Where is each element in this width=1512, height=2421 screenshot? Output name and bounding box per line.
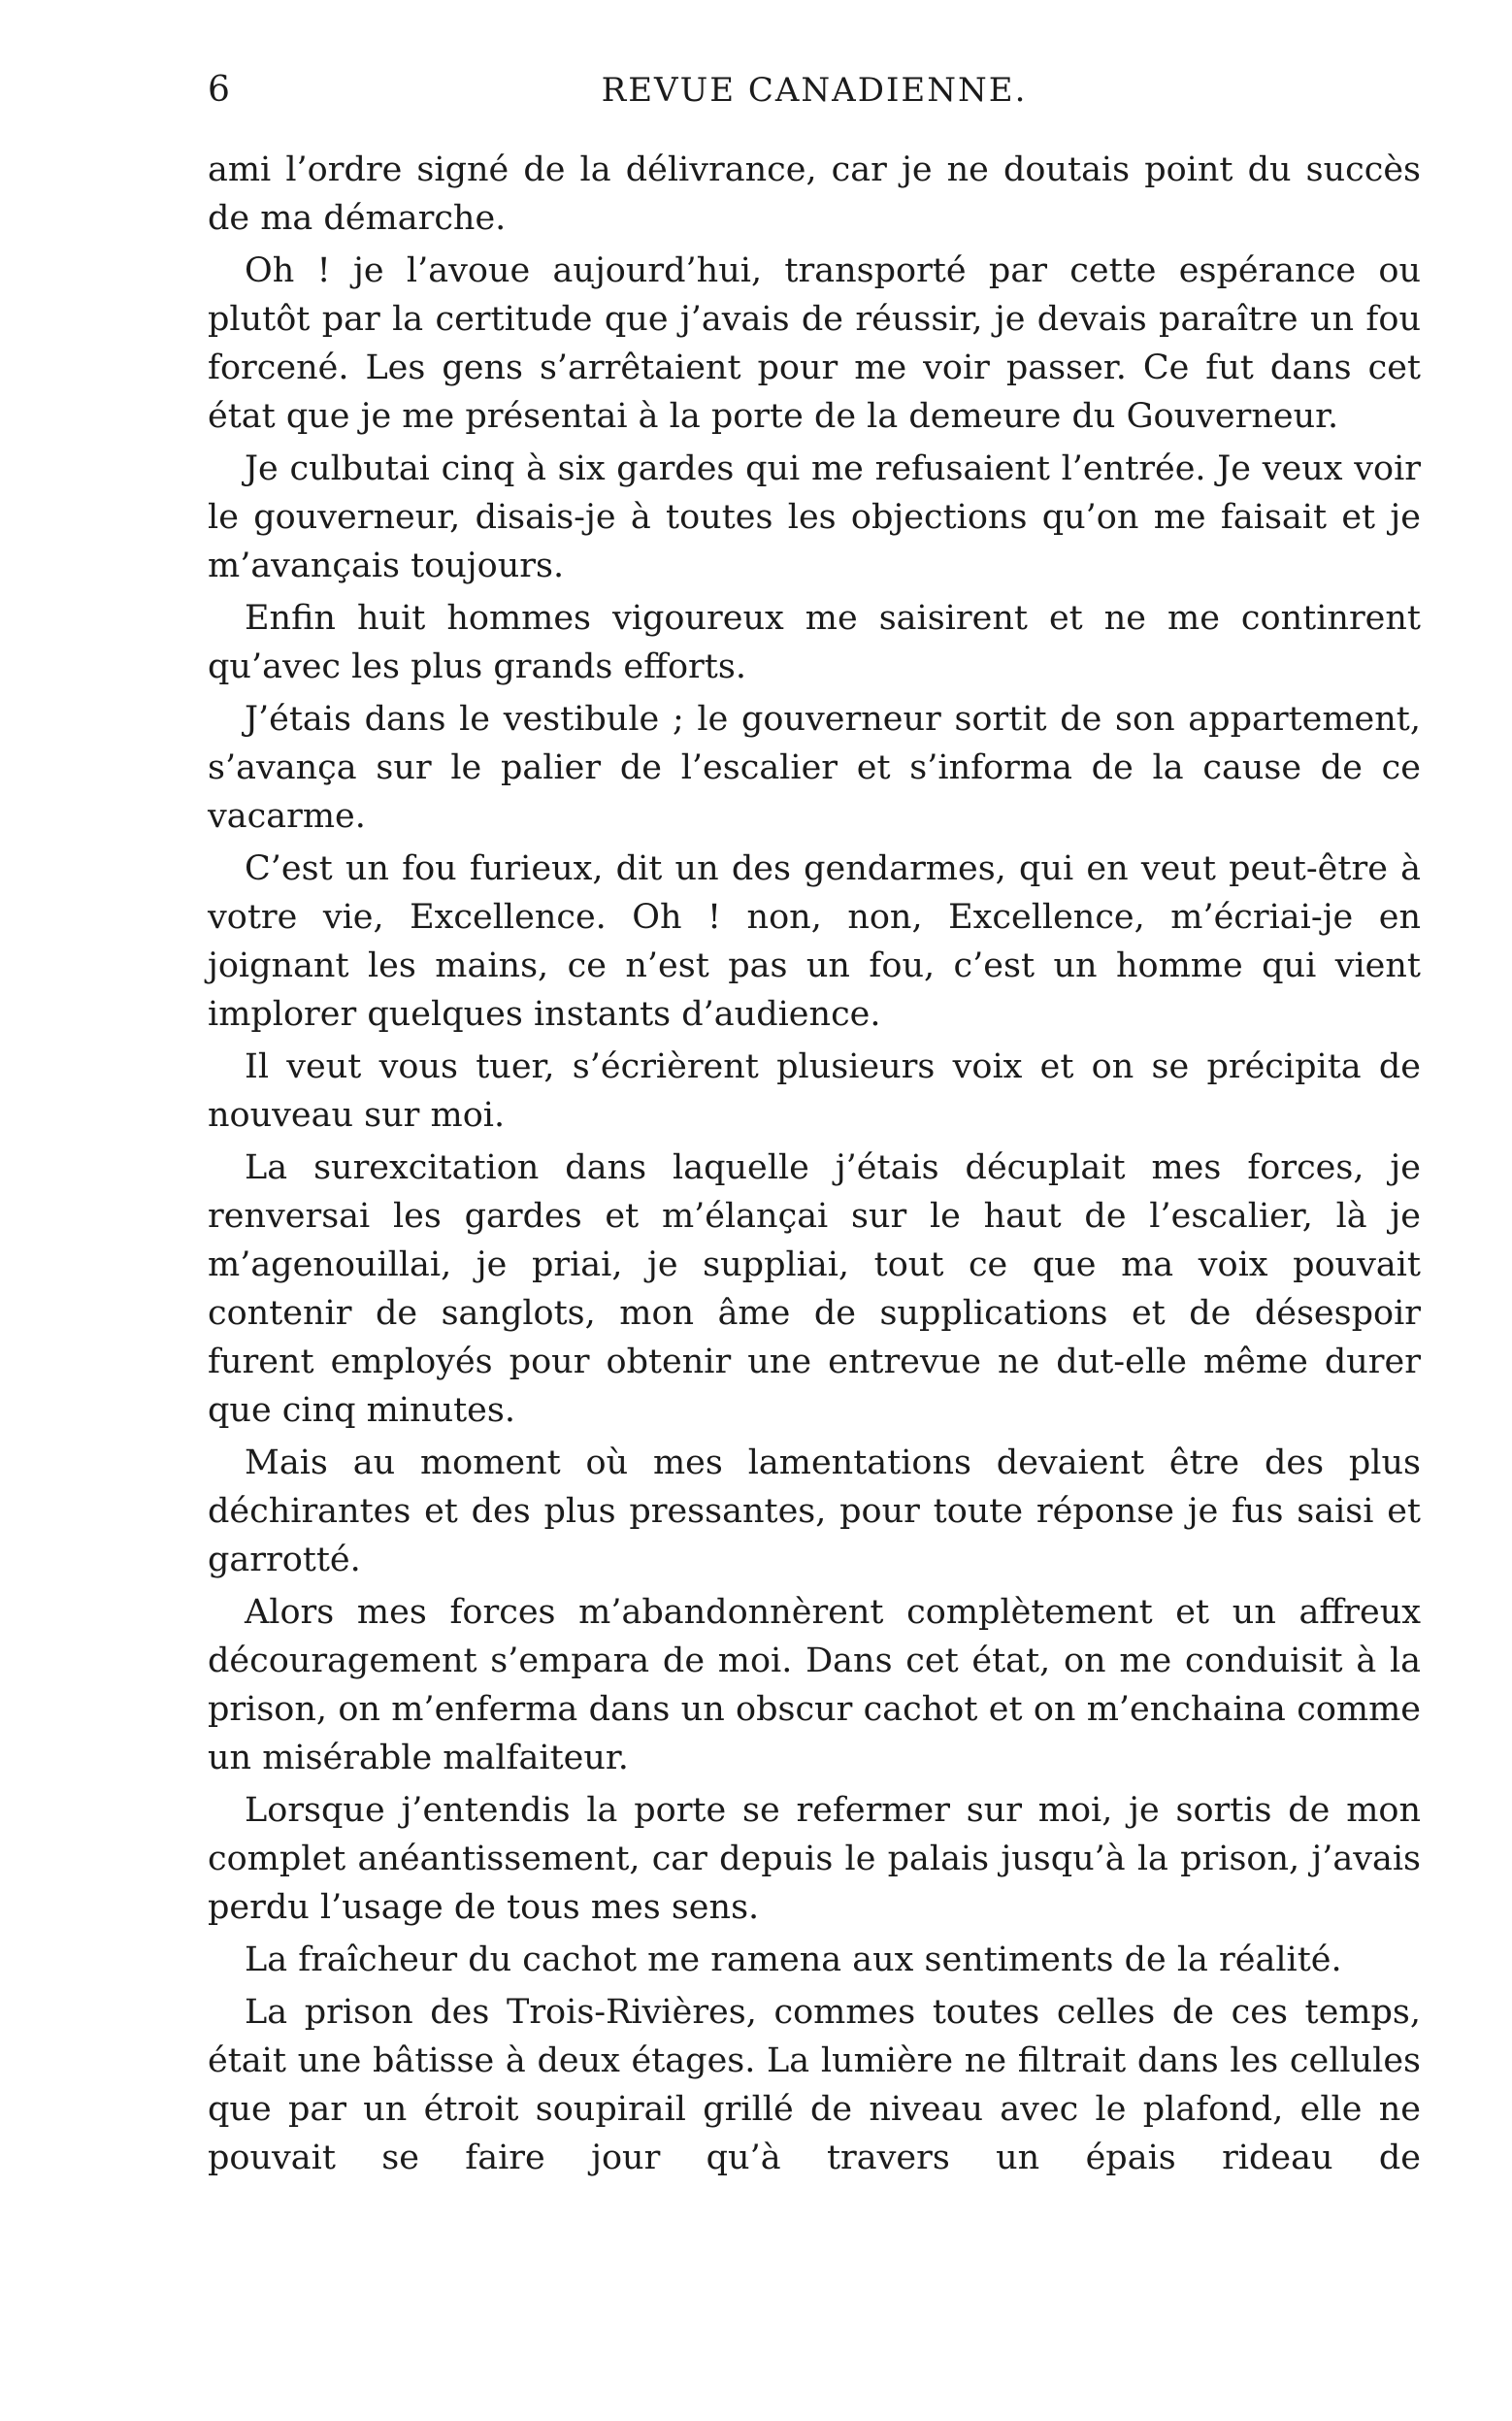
paragraph-4: Enfin huit hommes vigoureux me saisirent et ne me continrent qu’avec les plus grands efforts. (208, 599, 1421, 686)
page-number: 6 (208, 70, 230, 110)
paragraph-5: J’étais dans le vestibule ; le gouverneur sortit de son appartement, s’avança sur le palier de l’escalier et s’informa de la cause de ce vacarme. (208, 700, 1421, 836)
paragraph-3: Je culbutai cinq à six gardes qui me refusaient l’entrée. Je veux voir le gouverneur, disais-je à toutes les objections qu’on me faisait et je m’avançais toujours. (208, 449, 1421, 585)
paragraph-7: Il veut vous tuer, s’écrièrent plusieurs voix et on se précipita de nouveau sur moi. (208, 1047, 1421, 1135)
paragraph-13: La prison des Trois-Rivières, commes toutes celles de ces temps, était une bâtisse à deux étages. La lumière ne filtrait dans les cellules que par un étroit soupirail grillé de niveau avec le plafond, elle ne pouvait se faire jour qu’à travers un épais rideau de (208, 1993, 1421, 2177)
paragraph-12: La fraîcheur du cachot me ramena aux sentiments de la réalité. (245, 1940, 1342, 1979)
running-head (208, 66, 1421, 115)
paragraph-9: Mais au moment où mes lamentations devaient être des plus déchirantes et des plus pressantes, pour toute réponse je fus saisi et garrotté. (208, 1443, 1421, 1579)
paragraph-1: ami l’ordre signé de la délivrance, car je ne doutais point du succès de ma démarche. (208, 150, 1421, 238)
paragraph-2: Oh ! je l’avoue aujourd’hui, transporté par cette espérance ou plutôt par la certitude que j’avais de réussir, je devais paraître un fou forcené. Les gens s’arrêtaient pour me voir passer. Ce fut dans cet état que je me présentai à la porte de la demeure du Gouverneur. (208, 251, 1421, 436)
journal-title: REVUE CANADIENNE. (601, 71, 1028, 110)
paragraph-6: C’est un fou furieux, dit un des gendarmes, qui en veut peut-être à votre vie, Excellence. Oh ! non, non, Excellence, m’écriai-je en joignant les mains, ce n’est pas un fou, c’est un homme qui vient implorer quelques instants d’audience. (208, 849, 1421, 1034)
paragraph-11: Lorsque j’entendis la porte se refermer sur moi, je sortis de mon complet anéantissement, car depuis le palais jusqu’à la prison, j’avais perdu l’usage de tous mes sens. (208, 1791, 1421, 1927)
body-text (208, 146, 1421, 2186)
paragraph-10: Alors mes forces m’abandonnèrent complètement et un affreux découragement s’empara de moi. Dans cet état, on me conduisit à la prison, on m’enferma dans un obscur cachot et on m’enchaina comme un misérable malfaiteur. (208, 1593, 1421, 1777)
paragraph-8: La surexcitation dans laquelle j’étais décuplait mes forces, je renversai les gardes et m’élançai sur le haut de l’escalier, là je m’agenouillai, je priai, je suppliai, tout ce que ma voix pouvait contenir de sanglots, mon âme de supplications et de désespoir furent employés pour obtenir une entrevue ne dut-elle même durer que cinq minutes. (208, 1148, 1421, 1430)
